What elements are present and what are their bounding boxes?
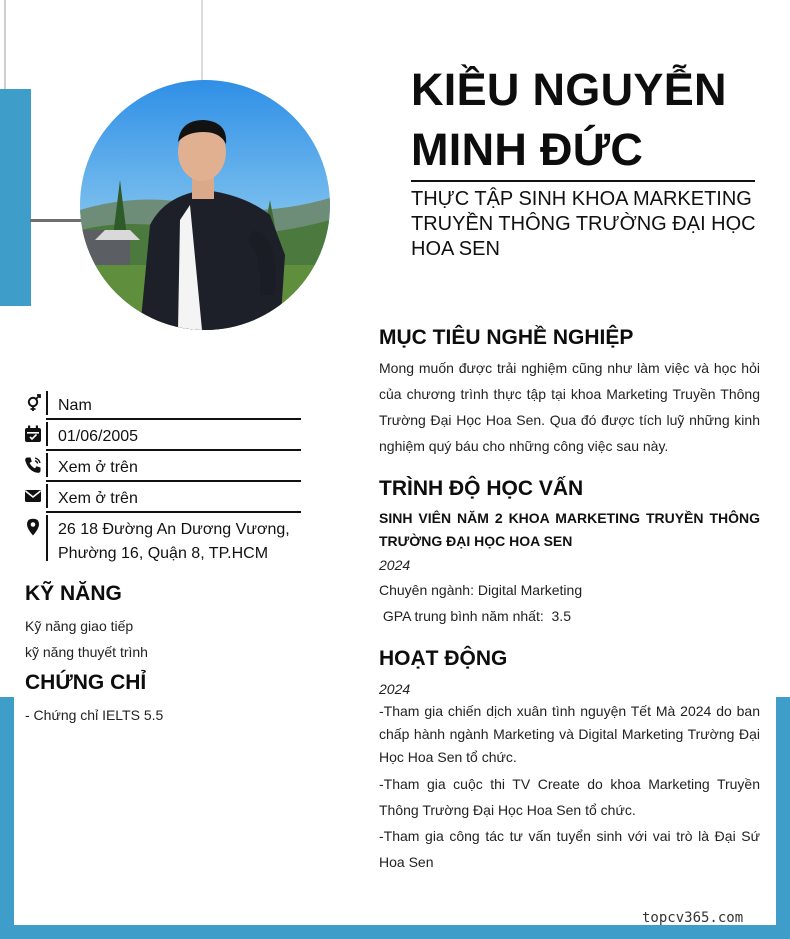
gender-icon [24, 394, 42, 412]
skill-item: Kỹ năng giao tiếp [25, 618, 134, 634]
name-divider [411, 180, 755, 182]
education-gpa: GPA trung bình năm nhất: 3.5 [379, 608, 571, 624]
education-heading: TRÌNH ĐỘ HỌC VẤN [379, 477, 584, 500]
contact-separator [46, 422, 48, 446]
contact-separator [46, 391, 48, 415]
phone-icon [24, 456, 42, 474]
education-major: Chuyên ngành: Digital Marketing [379, 582, 583, 598]
contact-text: 01/06/2005 [58, 428, 139, 445]
contact-text: 26 18 Đường An Dương Vương, Phường 16, Quận 8, TP.HCM [58, 521, 290, 562]
accent-bar-bottom [0, 925, 790, 939]
activity-item: -Tham gia chiến dịch xuân tình nguyện Tết Mà 2024 do ban chấp hành ngành Marketing và Digital Marketing Trường Đại Học Hoa Sen tổ chức. [379, 703, 760, 765]
contact-text: Nam [58, 397, 92, 414]
activities-year: 2024 [379, 681, 411, 697]
contact-text: Xem ở trên [58, 459, 138, 476]
contact-gender [24, 394, 301, 420]
decorative-line-left [4, 0, 6, 90]
avatar [80, 80, 330, 330]
certificates-heading: CHỨNG CHỈ [25, 671, 147, 694]
envelope-icon [24, 487, 42, 505]
activity-item: -Tham gia cuộc thi TV Create do khoa Marketing Truyền Thông Trường Đại Học Hoa Sen tổ chức. [379, 776, 760, 818]
activities-list [379, 700, 760, 875]
contact-separator [46, 484, 48, 508]
contact-separator [46, 515, 48, 561]
contact-phone [24, 456, 301, 482]
contact-birthday [24, 425, 301, 451]
activity-item: -Tham gia công tác tư vấn tuyển sinh với vai trò là Đại Sứ Hoa Sen [379, 828, 760, 870]
objective-heading: MỤC TIÊU NGHỀ NGHIỆP [379, 326, 634, 349]
contact-separator [46, 453, 48, 477]
calendar-icon [24, 425, 42, 443]
decorative-line-top [201, 0, 203, 82]
accent-bar-left [0, 89, 31, 306]
objective-text: Mong muốn được trải nghiệm cũng như làm việc và học hỏi của chương trình thực tập tại khoa Marketing Truyền Thông Trường Đại Học Hoa Sen. Qua đó được tích luỹ những kinh nghiệm quý báu cho những công việc sau này. [379, 360, 760, 454]
skill-item: kỹ năng thuyết trình [25, 644, 148, 660]
job-title: THỰC TẬP SINH KHOA MARKETING TRUYỀN THÔNG TRƯỜNG ĐẠI HỌC HOA SEN [411, 188, 756, 260]
map-pin-icon [24, 518, 42, 536]
candidate-name: KIỀU NGUYỄN MINH ĐỨC [411, 64, 727, 175]
contact-rule [46, 480, 301, 482]
contact-rule [46, 449, 301, 451]
contact-rule [46, 511, 301, 513]
watermark: topcv365.com [642, 910, 744, 926]
education-year: 2024 [379, 557, 411, 573]
accent-bar-bottom-right [776, 697, 790, 939]
decorative-line-horizontal [30, 219, 88, 222]
contact-email [24, 487, 301, 513]
activities-heading: HOẠT ĐỘNG [379, 647, 508, 670]
certificate-item: - Chứng chỉ IELTS 5.5 [25, 707, 164, 723]
contact-rule [46, 418, 301, 420]
contact-text: Xem ở trên [58, 490, 138, 507]
contact-address [24, 518, 301, 566]
accent-bar-bottom-left [0, 697, 14, 939]
education-school: SINH VIÊN NĂM 2 KHOA MARKETING TRUYỀN THÔNG TRƯỜNG ĐẠI HỌC HOA SEN [379, 510, 760, 549]
skills-heading: KỸ NĂNG [25, 582, 122, 605]
